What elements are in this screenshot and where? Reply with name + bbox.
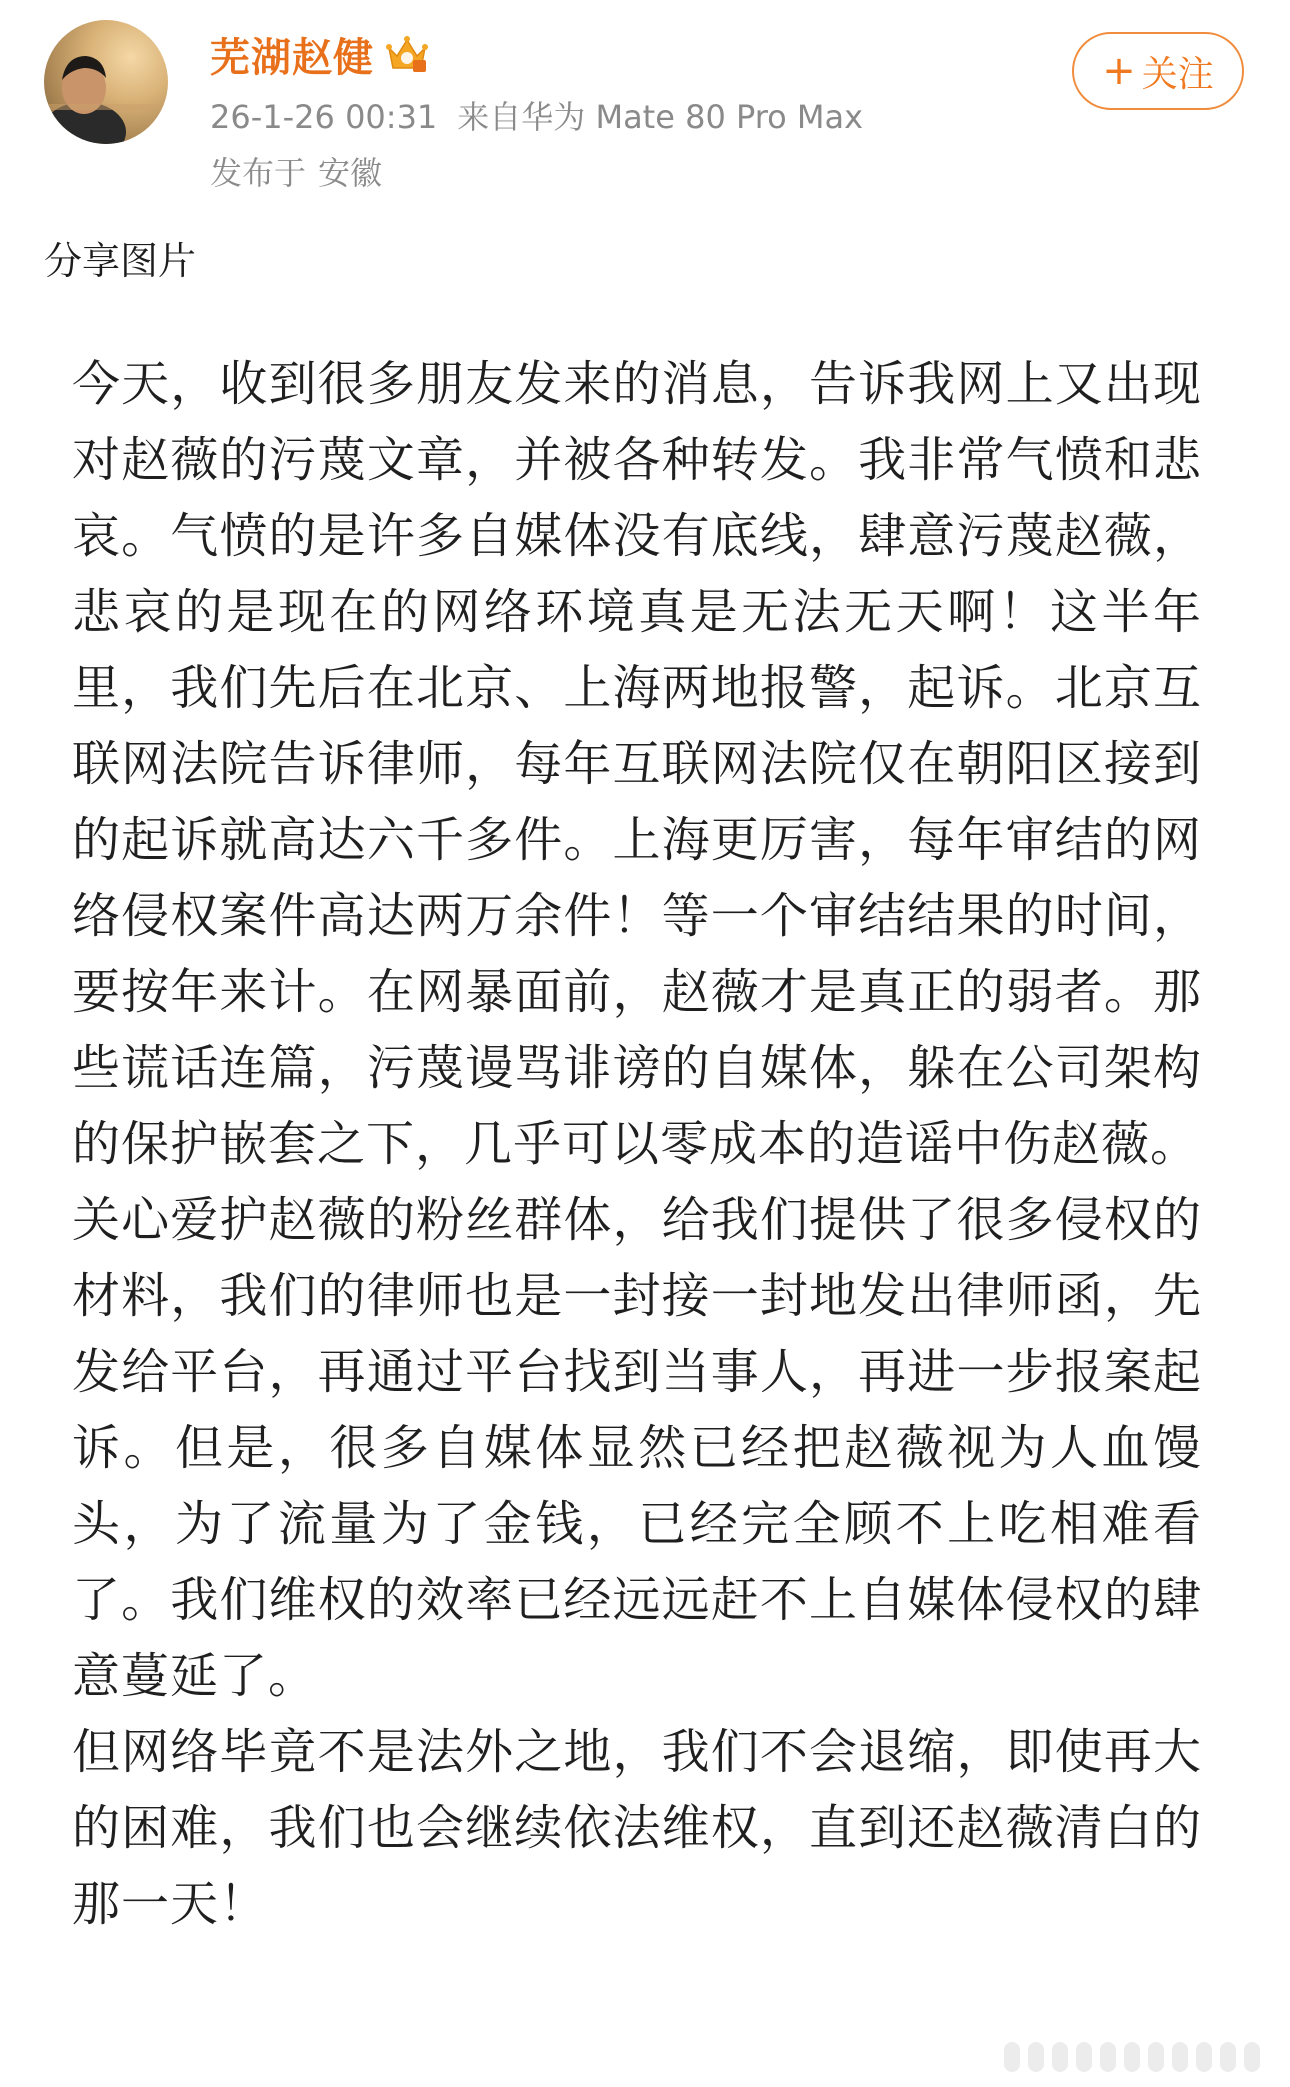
post-timestamp: 26-1-26 00:31: [210, 98, 438, 136]
body-paragraph: 今天，收到很多朋友发来的消息，告诉我网上又出现对赵薇的污蔑文章，并被各种转发。我非常气愤和悲哀。气愤的是许多自媒体没有底线，肆意污蔑赵薇，悲哀的是现在的网络环境真是无法无天啊！这半年里，我们先后在北京、上海两地报警，起诉。北京互联网法院告诉律师，每年互联网法院仅在朝阳区接到的起诉就高达六千多件。上海更厉害，每年审结的网络侵权案件高达两万余件！等一个审结结果的时间，要按年来计。在网暴面前，赵薇才是真正的弱者。那些谎话连篇，污蔑谩骂诽谤的自媒体，躲在公司架构的保护嵌套之下，几乎可以零成本的造谣中伤赵薇。: [72, 356, 1202, 1172]
follow-button[interactable]: [1072, 32, 1244, 110]
follow-label: 关注: [1141, 53, 1214, 95]
user-avatar-icon[interactable]: [44, 20, 168, 144]
post-location: [210, 148, 382, 194]
plus-icon: +: [1102, 48, 1136, 94]
location-prefix: 发布于: [210, 154, 307, 192]
author-row: [210, 26, 428, 82]
watermark-icon: [1004, 2042, 1274, 2072]
share-label: 分享图片: [44, 239, 197, 283]
post-source: 来自华为 Mate 80 Pro Max: [457, 98, 864, 136]
vip-crown-icon[interactable]: [386, 34, 428, 74]
location-name: 安徽: [318, 154, 383, 192]
post-body: [72, 346, 1202, 1942]
body-paragraph: 但网络毕竟不是法外之地，我们不会退缩，即使再大的困难，我们也会继续依法维权，直到还赵薇清白的那一天！: [72, 1724, 1202, 1932]
post-header: [0, 0, 1290, 230]
author-name[interactable]: 芜湖赵健: [210, 34, 374, 81]
post-meta: [210, 92, 863, 138]
body-paragraph: 关心爱护赵薇的粉丝群体，给我们提供了很多侵权的材料，我们的律师也是一封接一封地发出律师函，先发给平台，再通过平台找到当事人，再进一步报案起诉。但是，很多自媒体显然已经把赵薇视为人血馒头，为了流量为了金钱，已经完全顾不上吃相难看了。我们维权的效率已经远远赶不上自媒体侵权的肆意蔓延了。: [72, 1192, 1202, 1704]
